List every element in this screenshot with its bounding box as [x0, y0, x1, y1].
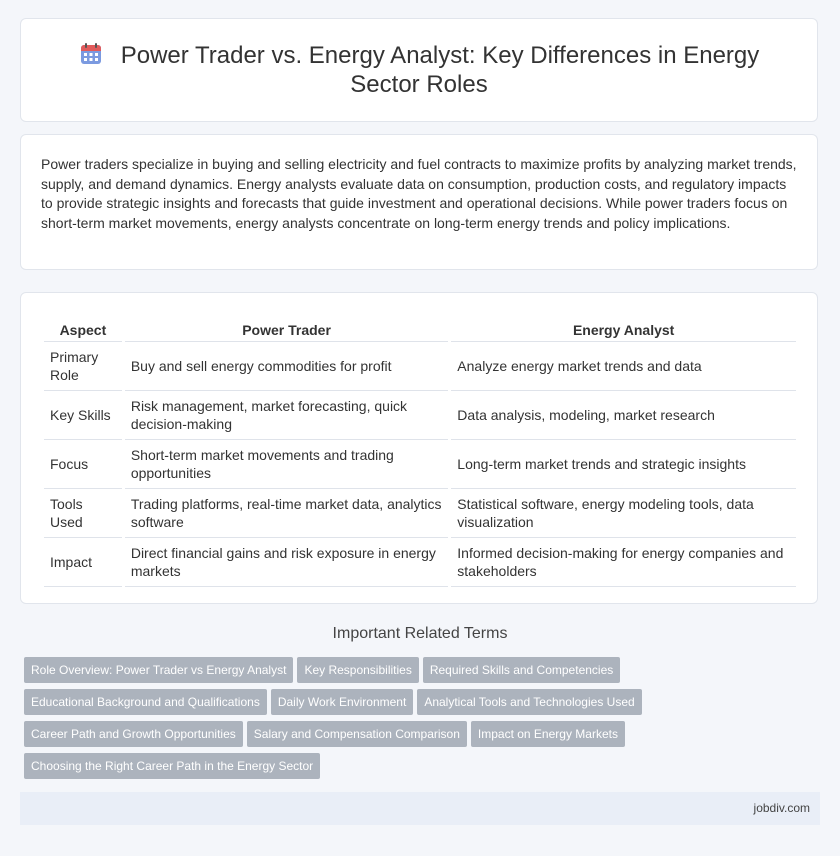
cell-energy-analyst: Statistical software, energy modeling tools, data visualization — [451, 489, 796, 538]
cell-aspect: Focus — [44, 440, 122, 489]
tag-role-overview[interactable]: Role Overview: Power Trader vs Energy Analyst — [24, 657, 293, 683]
tag-row — [24, 721, 744, 747]
intro-paragraph: Power traders specialize in buying and selling electricity and fuel contracts to maximize profits by analyzing market trends, supply, and demand dynamics. Energy analysts evaluate data on consumption, production costs, and regulatory impacts to provide strategic insights and forecasts that guide investment and operational decisions. While power traders focus on short-term market movements, energy analysts concentrate on long-term energy trends and policy implications. — [41, 156, 797, 232]
table-header-row — [44, 313, 796, 342]
table-row — [44, 489, 796, 538]
cell-power-trader: Trading platforms, real-time market data, analytics software — [125, 489, 448, 538]
related-terms-title: Important Related Terms — [332, 625, 508, 642]
related-terms-tags — [24, 657, 744, 785]
cell-aspect: Tools Used — [44, 489, 122, 538]
tag-row — [24, 689, 744, 715]
header-card — [20, 18, 818, 122]
footer-site-link[interactable]: jobdiv.com — [753, 801, 810, 815]
tag-career-path[interactable]: Career Path and Growth Opportunities — [24, 721, 243, 747]
page-title: Power Trader vs. Energy Analyst: Key Differences in Energy Sector Roles — [120, 42, 760, 98]
tag-salary-comparison[interactable]: Salary and Compensation Comparison — [247, 721, 467, 747]
header-power-trader: Power Trader — [125, 313, 448, 342]
cell-energy-analyst: Informed decision-making for energy companies and stakeholders — [451, 538, 796, 587]
cell-power-trader: Direct financial gains and risk exposure in energy markets — [125, 538, 448, 587]
tag-daily-work-environment[interactable]: Daily Work Environment — [271, 689, 413, 715]
cell-energy-analyst: Analyze energy market trends and data — [451, 342, 796, 391]
intro-card — [20, 134, 818, 270]
tag-row — [24, 753, 744, 779]
tag-required-skills[interactable]: Required Skills and Competencies — [423, 657, 620, 683]
cell-power-trader: Risk management, market forecasting, quick decision-making — [125, 391, 448, 440]
tag-impact-energy-markets[interactable]: Impact on Energy Markets — [471, 721, 625, 747]
header-energy-analyst: Energy Analyst — [451, 313, 796, 342]
cell-energy-analyst: Data analysis, modeling, market research — [451, 391, 796, 440]
cell-aspect: Key Skills — [44, 391, 122, 440]
page-title-row — [41, 41, 797, 99]
cell-power-trader: Short-term market movements and trading opportunities — [125, 440, 448, 489]
comparison-table-card — [20, 292, 818, 604]
tag-row — [24, 657, 744, 683]
table-row — [44, 538, 796, 587]
header-aspect: Aspect — [44, 313, 122, 342]
table-row — [44, 391, 796, 440]
cell-power-trader: Buy and sell energy commodities for profit — [125, 342, 448, 391]
tag-choosing-career-path[interactable]: Choosing the Right Career Path in the Energy Sector — [24, 753, 320, 779]
footer — [20, 792, 820, 825]
table-row — [44, 440, 796, 489]
calendar-icon — [79, 42, 103, 66]
tag-analytical-tools[interactable]: Analytical Tools and Technologies Used — [417, 689, 641, 715]
cell-energy-analyst: Long-term market trends and strategic insights — [451, 440, 796, 489]
tag-educational-background[interactable]: Educational Background and Qualifications — [24, 689, 267, 715]
comparison-table — [41, 313, 799, 587]
cell-aspect: Impact — [44, 538, 122, 587]
table-row — [44, 342, 796, 391]
cell-aspect: Primary Role — [44, 342, 122, 391]
tag-key-responsibilities[interactable]: Key Responsibilities — [297, 657, 418, 683]
